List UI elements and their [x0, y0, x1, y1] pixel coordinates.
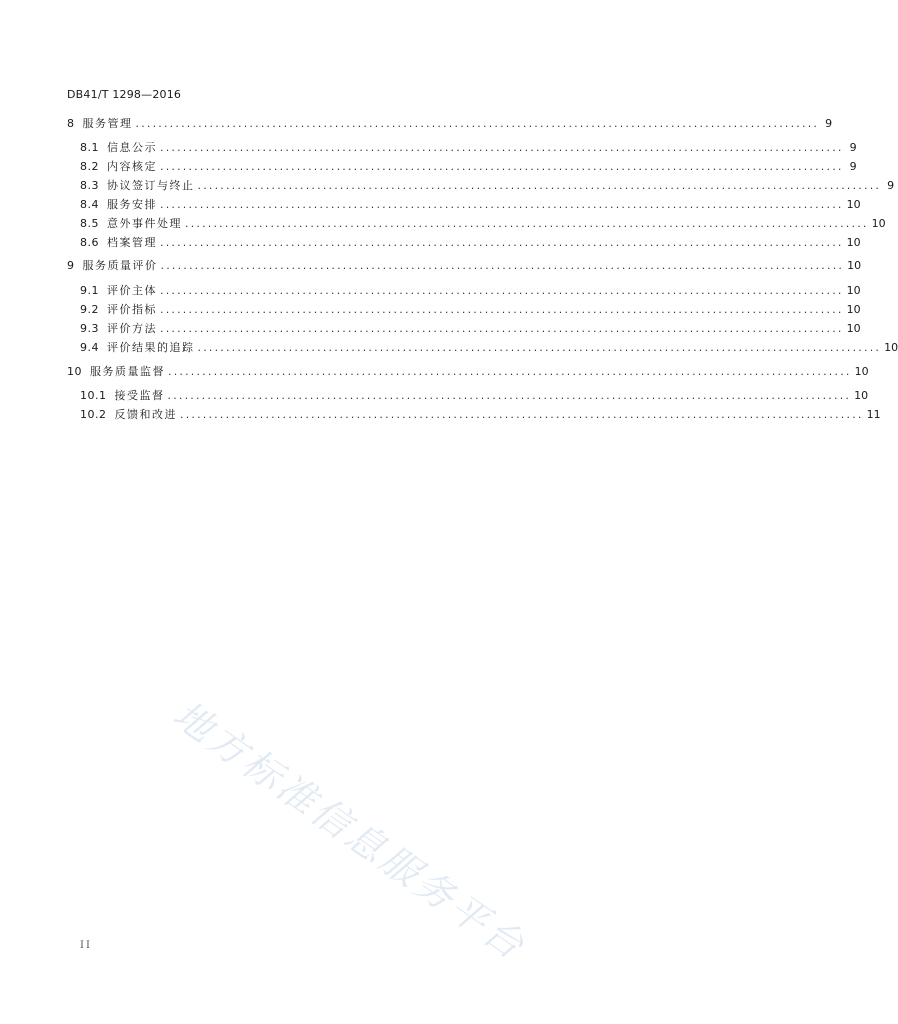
toc-entry-page: 10 [846, 303, 861, 316]
toc-entry-page: 11 [866, 408, 881, 421]
toc-entry-title: 档案管理 [107, 236, 157, 249]
toc-entry-number: 8.4 [80, 198, 99, 211]
toc-entry-title: 接受监督 [114, 389, 165, 402]
toc-entry-page: 10 [854, 389, 869, 402]
toc-entry[interactable] [67, 258, 862, 274]
toc-entry-title: 内容核定 [107, 160, 157, 173]
toc-entry-number: 9 [67, 259, 75, 272]
toc-leader-dots: ........................................................................................................................ [167, 389, 852, 402]
toc-entry-title: 评价方法 [107, 322, 157, 335]
toc-entry-number: 9.1 [80, 284, 99, 297]
toc-leader-dots: ........................................................................................................................ [168, 365, 852, 378]
toc-leader-dots: ........................................................................................................................ [160, 198, 844, 211]
toc-entry-page: 10 [854, 365, 869, 378]
toc-leader-dots: ........................................................................................................................ [160, 160, 844, 173]
toc-entry[interactable] [80, 159, 857, 175]
toc-entry-title: 评价指标 [107, 303, 157, 316]
toc-entry-title: 评价主体 [107, 284, 157, 297]
toc-leader-dots: ........................................................................................................................ [197, 179, 882, 192]
toc-entry-page: 9 [849, 141, 857, 154]
toc-entry-title: 信息公示 [107, 141, 157, 154]
document-id-header: DB41/T 1298—2016 [67, 88, 182, 101]
toc-entry-page: 10 [871, 217, 886, 230]
toc-entry-number: 9.4 [80, 341, 99, 354]
toc-entry[interactable] [80, 235, 861, 251]
toc-entry[interactable] [80, 302, 861, 318]
toc-entry-page: 9 [825, 117, 833, 130]
toc-leader-dots: ........................................................................................................................ [160, 259, 845, 272]
toc-entry[interactable] [80, 340, 898, 356]
toc-entry-number: 10.1 [80, 389, 107, 402]
page-number-footer: II [80, 940, 92, 951]
toc-entry-number: 8.5 [80, 217, 99, 230]
toc-leader-dots: ........................................................................................................................ [160, 322, 844, 335]
toc-leader-dots: ........................................................................................................................ [160, 303, 844, 316]
toc-entry-number: 9.2 [80, 303, 99, 316]
toc-entry-page: 10 [846, 284, 861, 297]
toc-entry-number: 8.1 [80, 141, 99, 154]
toc-entry[interactable] [80, 197, 861, 213]
toc-entry-number: 10 [67, 365, 82, 378]
toc-entry-number: 8.3 [80, 179, 99, 192]
toc-leader-dots: ........................................................................................................................ [185, 217, 869, 230]
toc-entry[interactable] [80, 140, 857, 156]
toc-entry[interactable] [80, 388, 869, 404]
toc-entry-title: 反馈和改进 [114, 408, 177, 421]
toc-entry-number: 8 [67, 117, 75, 130]
toc-entry[interactable] [80, 321, 861, 337]
toc-entry-page: 10 [847, 259, 862, 272]
toc-leader-dots: ........................................................................................................................ [160, 236, 844, 249]
toc-leader-dots: ........................................................................................................................ [135, 117, 820, 130]
toc-entry-page: 9 [887, 179, 895, 192]
toc-entry-page: 9 [849, 160, 857, 173]
toc-leader-dots: ........................................................................................................................ [160, 284, 844, 297]
toc-entry-page: 10 [846, 198, 861, 211]
toc-leader-dots: ........................................................................................................................ [180, 408, 864, 421]
toc-entry-page: 10 [846, 236, 861, 249]
toc-entry-title: 服务安排 [107, 198, 157, 211]
toc-entry-number: 8.2 [80, 160, 99, 173]
toc-entry-page: 10 [884, 341, 898, 354]
toc-entry[interactable] [80, 407, 881, 423]
toc-entry[interactable] [67, 116, 833, 132]
toc-entry[interactable] [80, 216, 886, 232]
toc-entry-number: 8.6 [80, 236, 99, 249]
toc-entry-title: 服务质量评价 [82, 259, 158, 272]
toc-entry-title: 评价结果的追踪 [107, 341, 195, 354]
toc-entry-title: 服务管理 [82, 117, 133, 130]
toc-entry-number: 10.2 [80, 408, 107, 421]
toc-entry-title: 协议签订与终止 [107, 179, 195, 192]
watermark: 地方标准信息服务平台 [165, 692, 535, 970]
toc-entry[interactable] [80, 178, 895, 194]
toc-leader-dots: ........................................................................................................................ [160, 141, 844, 154]
toc-entry[interactable] [67, 364, 869, 380]
toc-leader-dots: ........................................................................................................................ [197, 341, 882, 354]
toc-entry-page: 10 [846, 322, 861, 335]
toc-entry[interactable] [80, 283, 861, 299]
toc-entry-title: 意外事件处理 [107, 217, 182, 230]
toc-entry-title: 服务质量监督 [90, 365, 165, 378]
toc-entry-number: 9.3 [80, 322, 99, 335]
